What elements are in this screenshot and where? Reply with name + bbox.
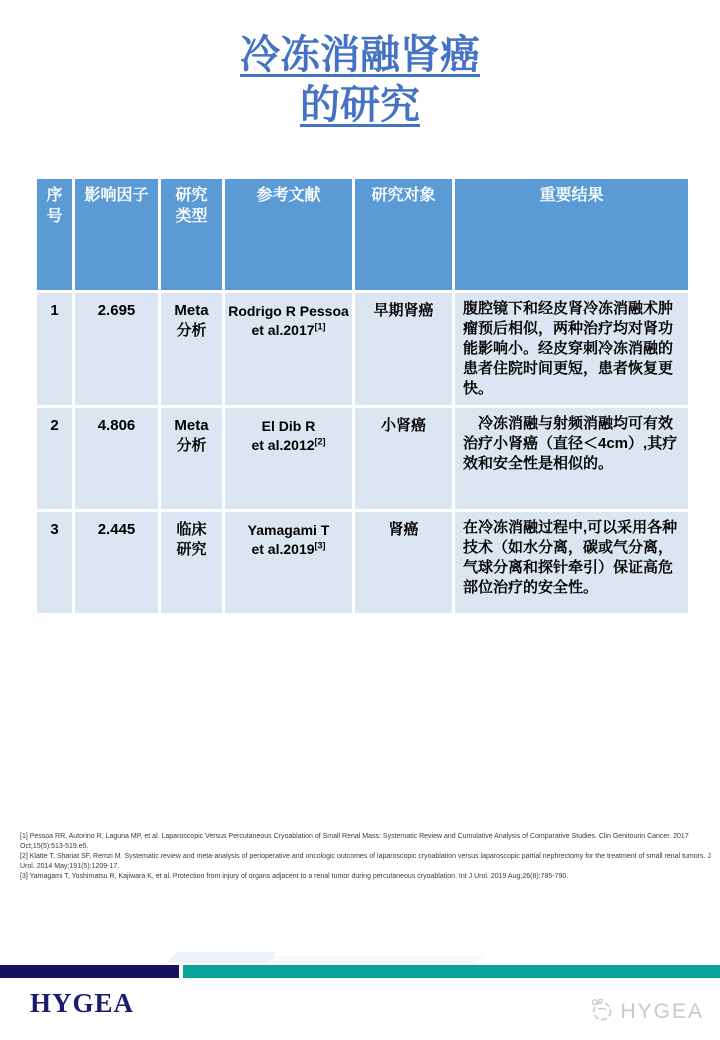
cell-reference: Rodrigo R Pessoa et al.2017[1] xyxy=(224,292,354,407)
cell-reference: Yamagami T et al.2019[3] xyxy=(224,511,354,615)
cell-subject: 早期肾癌 xyxy=(354,292,454,407)
cell-subject: 小肾癌 xyxy=(354,407,454,511)
cell-number: 2 xyxy=(36,407,74,511)
footnote-list xyxy=(20,832,712,882)
cell-impact-factor: 2.695 xyxy=(74,292,160,407)
table-row xyxy=(36,511,690,615)
table-row xyxy=(36,292,690,407)
cell-study-type: Meta 分析 xyxy=(160,407,224,511)
page-title xyxy=(0,30,720,130)
column-header-number: 序 号 xyxy=(36,178,74,292)
column-header-key-result: 重要结果 xyxy=(454,178,690,292)
table-header-row xyxy=(36,178,690,292)
footer-decor-streak xyxy=(267,956,483,963)
column-header-subject: 研究对象 xyxy=(354,178,454,292)
cell-impact-factor: 2.445 xyxy=(74,511,160,615)
footer-decor-streak xyxy=(167,952,277,963)
reference-superscript: [2] xyxy=(314,436,326,447)
cell-study-type: Meta 分析 xyxy=(160,292,224,407)
cell-subject: 肾癌 xyxy=(354,511,454,615)
footer-bar-teal xyxy=(183,965,720,978)
cell-key-result: 冷冻消融与射频消融均可有效治疗小肾癌（直径＜4cm）,其疗效和安全性是相似的。 xyxy=(454,407,690,511)
hygea-logo-icon xyxy=(588,996,615,1028)
column-header-reference: 参考文献 xyxy=(224,178,354,292)
footnote-2: [2] Klatte T, Shariat SF, Remzi M. Systematic review and meta-analysis of perioperative and oncologic outcomes of laparoscopic cryoablation versus laparoscopic partial nephrectomy for the treatment of small renal tumors. J Urol. 2014 May;191(5):1209-17. xyxy=(20,853,711,870)
column-header-impact-factor: 影响因子 xyxy=(74,178,160,292)
page-title-line-2: 的研究 xyxy=(300,83,420,127)
footnote-1: [1] Pessoa RR, Autorino R, Laguna MP, et al. Laparoscopic Versus Percutaneous Cryoablation of Small Renal Mass: Systematic Review and Cumulative Analysis of Comparative Studies. Clin Genitourin Cancer. 2017 Oct;15(5):513-519.e5. xyxy=(20,833,689,850)
watermark-text: HYGEA xyxy=(620,1000,704,1023)
reference-superscript: [3] xyxy=(314,540,326,551)
brand-wordmark: HYGEA xyxy=(30,988,135,1018)
footer-bar-navy xyxy=(0,965,179,978)
cell-impact-factor: 4.806 xyxy=(74,407,160,511)
cell-number: 1 xyxy=(36,292,74,407)
reference-superscript: [1] xyxy=(314,321,326,332)
cell-key-result: 腹腔镜下和经皮肾冷冻消融术肿瘤预后相似，两种治疗均对肾功能影响小。经皮穿刺冷冻消融的患者住院时间更短，患者恢复更快。 xyxy=(454,292,690,407)
cell-number: 3 xyxy=(36,511,74,615)
footnote-3: [3] Yamagami T, Yoshimatsu R, Kajiwara K, et al. Protection from injury of organs adjacent to a renal tumor during percutaneous cryoablation. Int J Urol. 2019 Aug;26(8):785-790. xyxy=(20,873,569,880)
watermark xyxy=(588,996,704,1028)
table-row xyxy=(36,407,690,511)
cell-key-result: 在冷冻消融过程中,可以采用各种技术（如水分离，碳或气分离，气球分离和探针牵引）保证高危部位治疗的安全性。 xyxy=(454,511,690,615)
cell-study-type: 临床 研究 xyxy=(160,511,224,615)
cell-reference: El Dib R et al.2012[2] xyxy=(224,407,354,511)
study-table xyxy=(34,176,691,616)
column-header-study-type: 研究 类型 xyxy=(160,178,224,292)
page-title-line-1: 冷冻消融肾癌 xyxy=(240,33,480,77)
